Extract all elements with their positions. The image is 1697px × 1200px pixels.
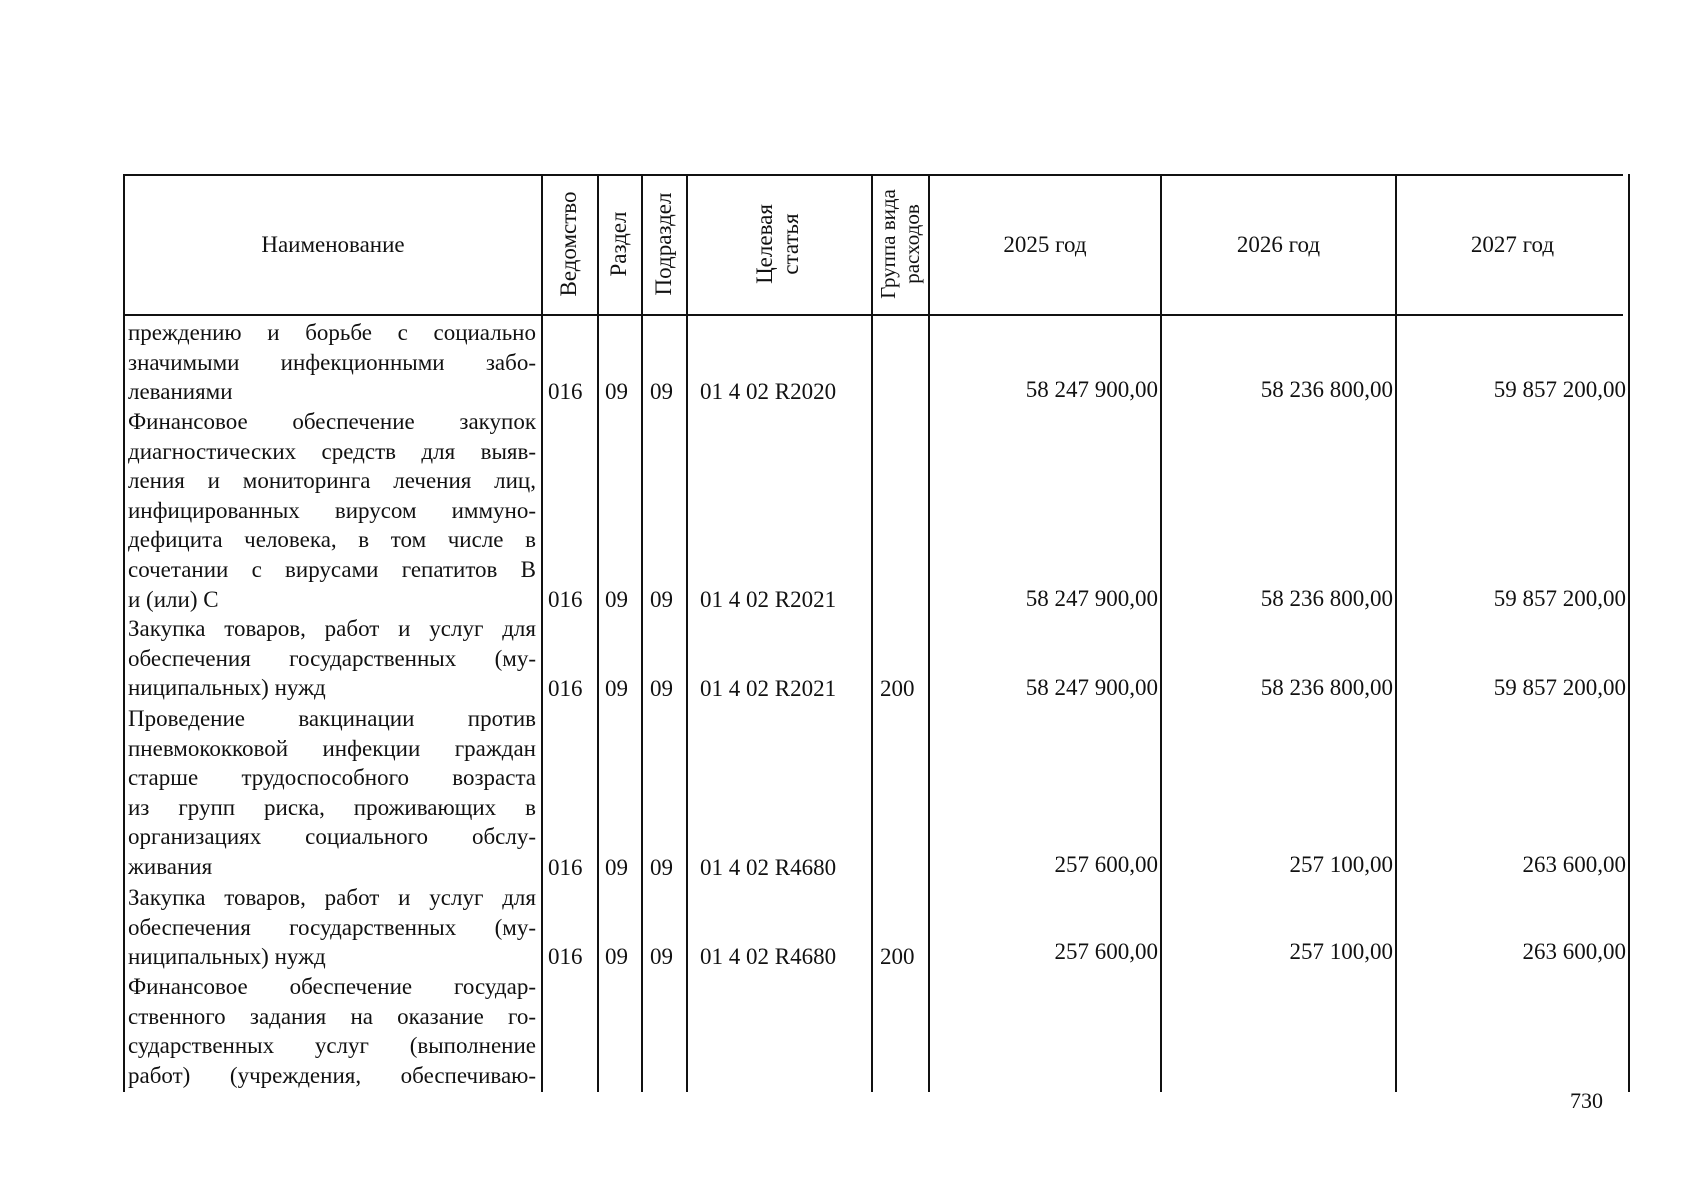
row-0-2026: 58 236 800,00 bbox=[1260, 377, 1393, 402]
row-1-2025: 58 247 900,00 bbox=[1025, 586, 1158, 611]
row-0-2025: 58 247 900,00 bbox=[1025, 377, 1158, 402]
row-4-razdel: 09 bbox=[605, 944, 628, 969]
row-0-2027: 59 857 200,00 bbox=[1493, 377, 1626, 402]
header-podrazdel: Подраздел bbox=[651, 192, 676, 296]
row-3-2027: 263 600,00 bbox=[1522, 852, 1626, 877]
col-border-gvr bbox=[871, 174, 873, 1092]
header-razdel: Раздел bbox=[606, 211, 631, 277]
header-name bbox=[125, 176, 541, 314]
header-bottom-border bbox=[123, 314, 1623, 316]
header-celevaya-statya: Целевая статья bbox=[752, 204, 803, 284]
row-2-podrazdel: 09 bbox=[650, 676, 673, 701]
header-vedomstvo: Ведомство bbox=[556, 191, 581, 297]
row-4-podrazdel: 09 bbox=[650, 944, 673, 969]
row-0-cs: 01 4 02 R2020 bbox=[700, 379, 837, 404]
header-name-text: Наименование bbox=[261, 232, 405, 257]
row-3-2026: 257 100,00 bbox=[1289, 852, 1393, 877]
row-0-podrazdel: 09 bbox=[650, 379, 673, 404]
header-gruppa-vida-rashodov: Группа вида расходов bbox=[876, 189, 924, 299]
row-1-ved: 016 bbox=[548, 587, 583, 612]
row-3-2025: 257 600,00 bbox=[1054, 852, 1158, 877]
row-2-2027: 59 857 200,00 bbox=[1493, 675, 1626, 700]
row-4-2027: 263 600,00 bbox=[1522, 939, 1626, 964]
row-1-2027: 59 857 200,00 bbox=[1493, 586, 1626, 611]
row-4-name: Закупка товаров, работ и услуг для обеспечения государственных (му- ниципальных) нужд bbox=[128, 885, 536, 970]
page-number: 730 bbox=[1570, 1088, 1603, 1113]
row-0-name: преждению и борьбе с социально значимыми инфекционными забо- леваниями bbox=[128, 320, 536, 405]
header-2026: 2026 год bbox=[1236, 232, 1321, 257]
row-1-razdel: 09 bbox=[605, 587, 628, 612]
row-4-gvr: 200 bbox=[880, 944, 915, 969]
row-1-name: Финансовое обеспечение закупок диагностических средств для выяв- ления и мониторинга лечения лиц, инфицированных вирусом иммуно- дефицита человека, в том числе в сочетании с вирусами гепатитов В и (или) С bbox=[128, 409, 536, 612]
row-3-podrazdel: 09 bbox=[650, 855, 673, 880]
row-0-ved: 016 bbox=[548, 379, 583, 404]
row-3-name: Проведение вакцинации против пневмококковой инфекции граждан старше трудоспособного возраста из групп риска, проживающих в организациях социального обслу- живания bbox=[128, 706, 536, 879]
row-2-razdel: 09 bbox=[605, 676, 628, 701]
row-1-podrazdel: 09 bbox=[650, 587, 673, 612]
row-2-gvr: 200 bbox=[880, 676, 915, 701]
row-0-razdel: 09 bbox=[605, 379, 628, 404]
header-2027: 2027 год bbox=[1470, 232, 1555, 257]
col-border-razdel bbox=[597, 174, 599, 1092]
row-1-2026: 58 236 800,00 bbox=[1260, 586, 1393, 611]
row-3-ved: 016 bbox=[548, 855, 583, 880]
col-border-podrazdel bbox=[641, 174, 643, 1092]
row-4-ved: 016 bbox=[548, 944, 583, 969]
row-2-name: Закупка товаров, работ и услуг для обеспечения государственных (му- ниципальных) нужд bbox=[128, 616, 536, 701]
row-4-2025: 257 600,00 bbox=[1054, 939, 1158, 964]
col-border-ved bbox=[541, 174, 543, 1092]
col-border-cs bbox=[686, 174, 688, 1092]
row-2-cs: 01 4 02 R2021 bbox=[700, 676, 837, 701]
header-2025: 2025 год bbox=[1003, 232, 1087, 257]
row-4-2026: 257 100,00 bbox=[1289, 939, 1393, 964]
row-3-cs: 01 4 02 R4680 bbox=[700, 855, 837, 880]
row-2-2026: 58 236 800,00 bbox=[1260, 675, 1393, 700]
row-4-cs: 01 4 02 R4680 bbox=[700, 944, 837, 969]
row-5-name: Финансовое обеспечение государ- ственного задания на оказание го- сударственных услуг (выполнение работ) (учреждения, обеспечиваю- bbox=[128, 974, 536, 1088]
row-2-2025: 58 247 900,00 bbox=[1025, 675, 1158, 700]
col-border-right bbox=[1628, 174, 1630, 1092]
row-3-razdel: 09 bbox=[605, 855, 628, 880]
row-1-cs: 01 4 02 R2021 bbox=[700, 587, 837, 612]
row-2-ved: 016 bbox=[548, 676, 583, 701]
